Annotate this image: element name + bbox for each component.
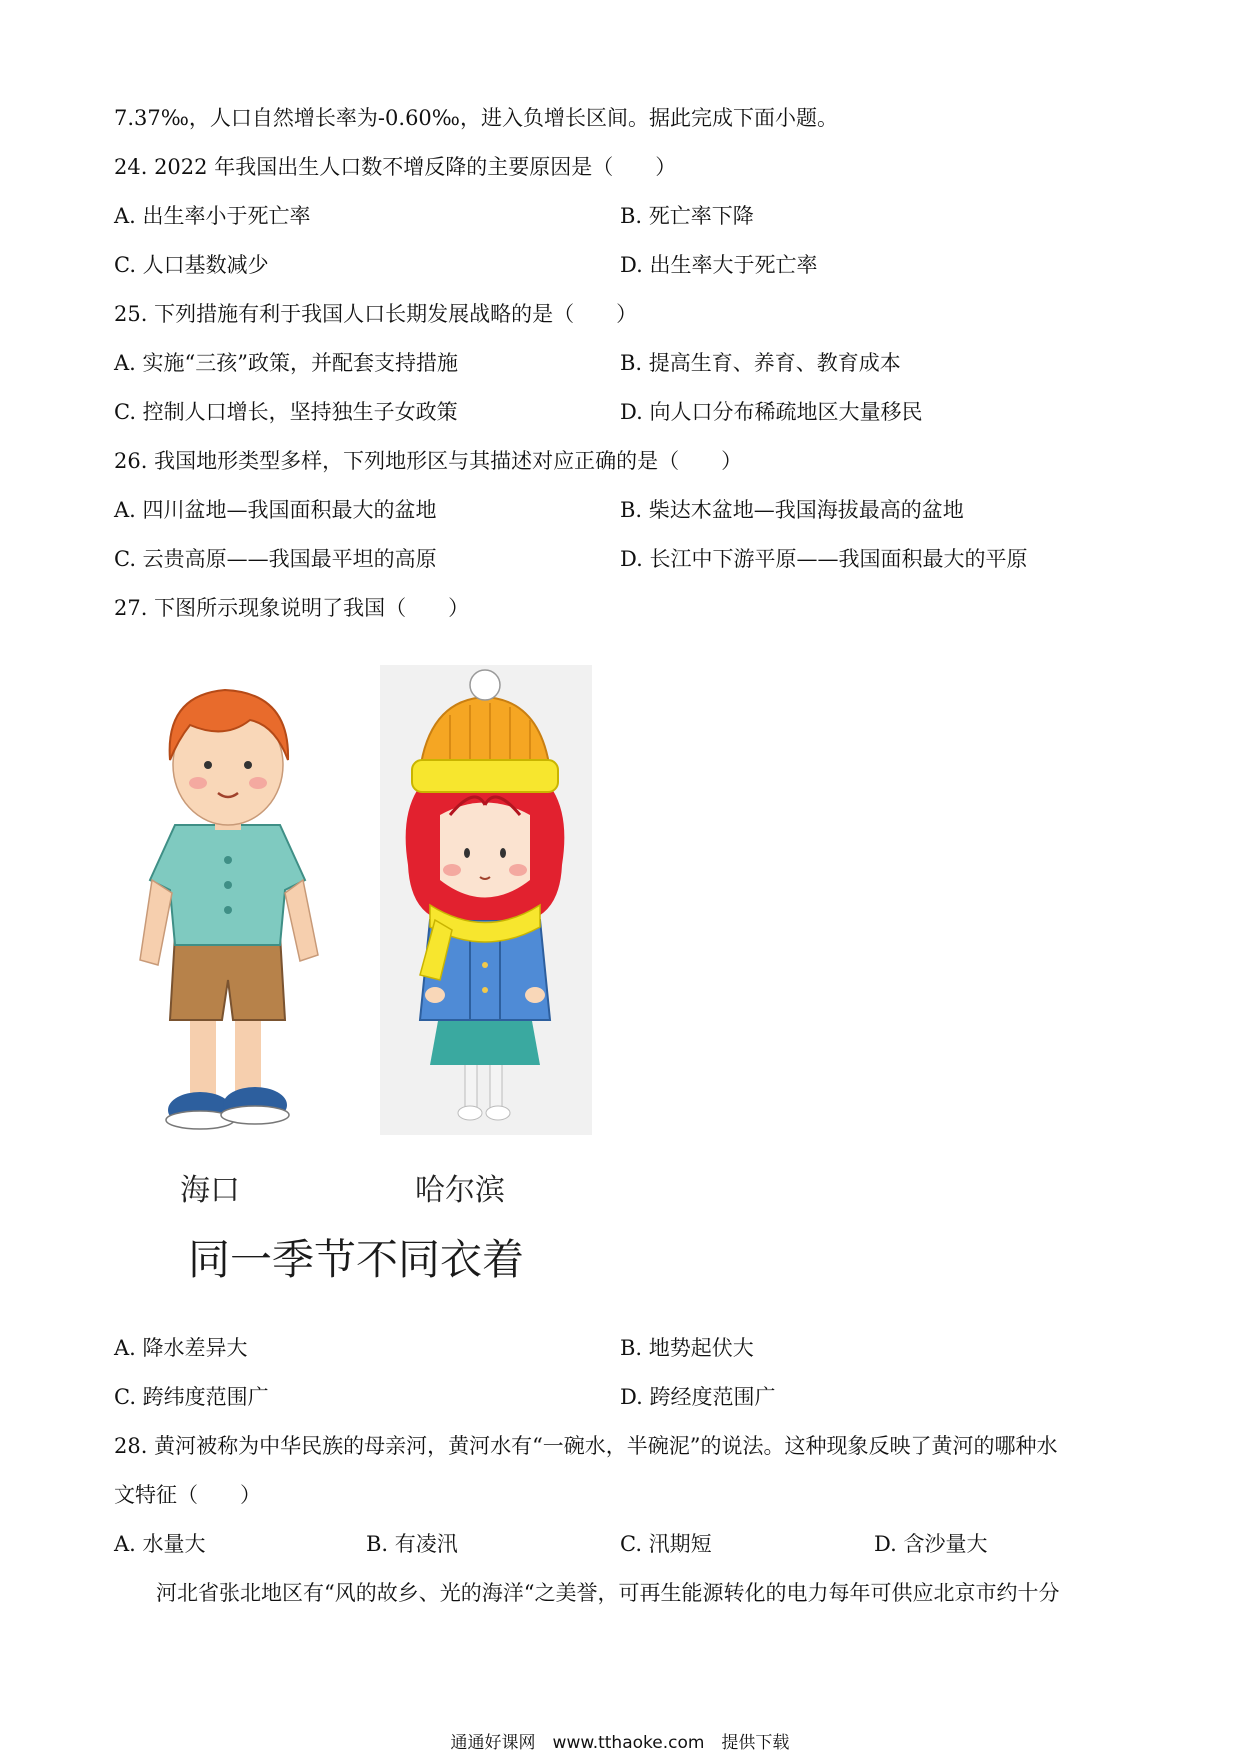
question-24-option-b[interactable]: B. 死亡率下降 — [620, 204, 754, 228]
question-24-option-a[interactable]: A. 出生率小于死亡率 — [114, 204, 311, 228]
question-25-option-b[interactable]: B. 提高生育、养育、教育成本 — [620, 351, 901, 375]
question-26-option-a[interactable]: A. 四川盆地—我国面积最大的盆地 — [114, 498, 437, 522]
question-27-option-d[interactable]: D. 跨经度范围广 — [620, 1385, 776, 1409]
question-28-stem-line1: 28. 黄河被称为中华民族的母亲河，黄河水有“一碗水，半碗泥”的说法。这种现象反映了黄河的哪种水 — [114, 1434, 1058, 1458]
question-28-option-b[interactable]: B. 有凌汛 — [366, 1532, 458, 1556]
question-25-stem: 25. 下列措施有利于我国人口长期发展战略的是（ ） — [114, 302, 638, 326]
question-28-option-d[interactable]: D. 含沙量大 — [874, 1532, 988, 1556]
question-28-option-c[interactable]: C. 汛期短 — [620, 1532, 712, 1556]
page-footer: 通通好课网 www.tthaoke.com 提供下载 — [450, 1733, 790, 1753]
boy-figure — [140, 690, 318, 1129]
question-26-stem: 26. 我国地形类型多样，下列地形区与其描述对应正确的是（ ） — [114, 449, 743, 473]
question-25-option-a[interactable]: A. 实施“三孩”政策，并配套支持措施 — [114, 351, 458, 375]
question-26-option-c[interactable]: C. 云贵高原——我国最平坦的高原 — [114, 547, 437, 571]
question-25-option-c[interactable]: C. 控制人口增长，坚持独生子女政策 — [114, 400, 458, 424]
question-25-option-d[interactable]: D. 向人口分布稀疏地区大量移民 — [620, 400, 923, 424]
question-24-option-c[interactable]: C. 人口基数减少 — [114, 253, 269, 277]
cartoon-children-illustration — [130, 665, 600, 1155]
question-28-stem-line2: 文特征（ ） — [114, 1483, 261, 1507]
clothing-comparison-figure — [130, 665, 600, 1285]
question-27-option-a[interactable]: A. 降水差异大 — [114, 1336, 248, 1360]
intro-tail-text: 7.37‰，人口自然增长率为-0.60‰，进入负增长区间。据此完成下面小题。 — [114, 106, 838, 130]
question-24-option-d[interactable]: D. 出生率大于死亡率 — [620, 253, 818, 277]
question-26-option-d[interactable]: D. 长江中下游平原——我国面积最大的平原 — [620, 547, 1028, 571]
label-harbin: 哈尔滨 — [415, 1173, 505, 1208]
question-27-option-c[interactable]: C. 跨纬度范围广 — [114, 1385, 269, 1409]
figure-caption: 同一季节不同衣着 — [188, 1235, 525, 1284]
label-haikou: 海口 — [180, 1173, 240, 1208]
next-passage-text: 河北省张北地区有“风的故乡、光的海洋“之美誉，可再生能源转化的电力每年可供应北京市约十分 — [156, 1581, 1060, 1605]
question-27-stem: 27. 下图所示现象说明了我国（ ） — [114, 596, 470, 620]
question-26-option-b[interactable]: B. 柴达木盆地—我国海拔最高的盆地 — [620, 498, 964, 522]
question-27-option-b[interactable]: B. 地势起伏大 — [620, 1336, 754, 1360]
question-28-option-a[interactable]: A. 水量大 — [114, 1532, 206, 1556]
question-24-stem: 24. 2022 年我国出生人口数不增反降的主要原因是（ ） — [114, 155, 677, 179]
